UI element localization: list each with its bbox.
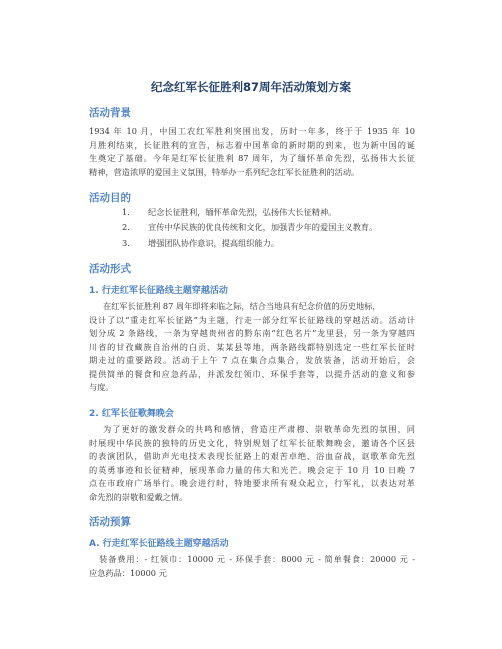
list-text: 宣传中华民族的优良传统和文化，加强青少年的爱国主义教育。 [148, 222, 378, 233]
text-line: 1934 年 10 月，中国工农红军胜利突围出发，历时一年多，终于于 1935 年 10 [89, 126, 415, 136]
text-line: 月胜利结束，长征胜利的宣告，标志着中国革命的新时期的到来，也为新中国的诞 [89, 139, 415, 150]
text-line: 提供简单的餐食和应急药品，并派发红领巾、环保手套等，以提升活动的意义和参 [89, 368, 415, 379]
text-line: 命先烈的崇敬和爱戴之情。 [89, 491, 188, 502]
text-line: 装备费用：- 红领巾：10000 元 - 环保手套：8000 元 - 简单餐食：20000 元 - [99, 554, 415, 564]
text-line: 川省的甘孜藏族自治州的白贡、某某县等地，两条路线都特别选定一些红军长征时 [89, 341, 415, 352]
subheading-format-2: 2. 红军长征歌舞晚会 [89, 409, 174, 419]
text-line: 的表演团队，借助声光电技术表现长征路上的艰苦卓绝、浴血奋战，讴歌革命先烈 [89, 451, 415, 461]
heading-purpose: 活动目的 [89, 192, 131, 204]
subheading-format-1: 1. 行走红军长征路线主题穿越活动 [89, 286, 228, 296]
text-line: 时展现中华民族的独特的历史文化，特别规划了红军长征歌舞晚会，邀请各个区县 [89, 437, 415, 448]
format-1-paragraph [89, 300, 415, 395]
text-line: 设计了以“重走红军长征路”为主题，行走一部分红军长征路线的穿越活动。活动计 [89, 314, 415, 325]
text-line: 期走过的重要路段。活动于上午 7 点在集合点集合，发放装备，活动开始后，会 [89, 355, 415, 365]
list-number: 3. [122, 237, 130, 248]
text-line: 与度。 [89, 382, 114, 392]
text-line: 精神，营造浓厚的爱国主义氛围，特举办一系列纪念红军长征胜利的活动。 [89, 166, 360, 177]
purpose-list [89, 207, 419, 253]
heading-budget: 活动预算 [89, 516, 131, 528]
text-line: 应急药品：10000 元 [89, 567, 167, 578]
text-line: 的英勇事迹和长征精神，展现革命力量的伟大和光芒。晚会定于 10 月 10 日晚 7 [89, 464, 415, 475]
background-paragraph [89, 125, 415, 179]
list-text: 纪念长征胜利，缅怀革命先烈，弘扬伟大长征精神。 [148, 207, 337, 217]
text-line: 划分成 2 条路线，一条为穿越贵州省的黔东南“红色名片”龙里县，另一条为穿越四 [89, 328, 415, 338]
list-item [89, 238, 419, 253]
format-2-paragraph [89, 423, 415, 504]
list-item [89, 207, 419, 222]
text-line: 在红军长征胜利 87 周年即将来临之际，结合当地具有纪念价值的历史地标， [103, 301, 381, 311]
list-text: 增强团队协作意识，提高组织能力。 [148, 237, 280, 248]
text-line: 为了更好的激发群众的共鸣和感情，营造庄严肃穆、崇敬革命先烈的氛围，同 [103, 424, 415, 434]
page-title: 纪念红军长征胜利87周年活动策划方案 [150, 80, 351, 94]
text-line: 生奠定了基础。今年是红军长征胜利 87 周年，为了缅怀革命先烈，弘扬伟大长征 [89, 153, 415, 163]
list-number: 1. [122, 207, 130, 217]
budget-1-paragraph [89, 553, 415, 580]
subheading-budget-1: A. 行走红军长征路线主题穿越活动 [89, 539, 229, 549]
heading-background: 活动背景 [89, 107, 131, 119]
list-number: 2. [122, 222, 130, 233]
text-line: 点在市政府广场举行。晚会进行时，特地要求所有观众起立，行军礼，以表达对革 [89, 478, 415, 488]
heading-format: 活动形式 [89, 263, 131, 275]
list-item [89, 222, 419, 237]
